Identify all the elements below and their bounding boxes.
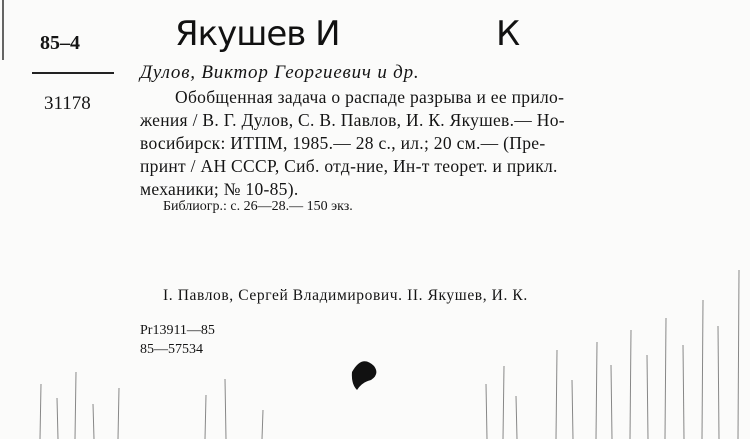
description-line: Обобщенная задача о распаде разрыва и ее прило- [175,87,565,107]
inventory-number: 31178 [44,93,91,114]
handwritten-name: Якушев И [175,14,340,54]
description-line: восибирск: ИТПМ, 1985.— 28 с., ил.; 20 см.— (Пре- [140,133,546,153]
handwritten-mark: К [496,14,520,54]
bibliography-note: Библиогр.: с. 26—28.— 150 экз. [163,199,353,214]
description-line: жения / В. Г. Дулов, С. В. Павлов, И. К. Якушев.— Но- [140,110,565,130]
call-number: 85–4 [40,32,80,54]
author-heading: Дулов, Виктор Георгиевич и др. [140,62,420,83]
catalog-code: Pr13911—85 [140,323,215,338]
added-entries: I. Павлов, Сергей Владимирович. II. Якушев, И. К. [163,287,528,304]
description-line: принт / АН СССР, Сиб. отд-ние, Ин-т теорет. и прикл. [140,156,558,176]
catalog-code: 85—57534 [140,342,203,357]
description-line: механики; № 10-85). [140,179,299,199]
call-number-rule [32,72,114,74]
